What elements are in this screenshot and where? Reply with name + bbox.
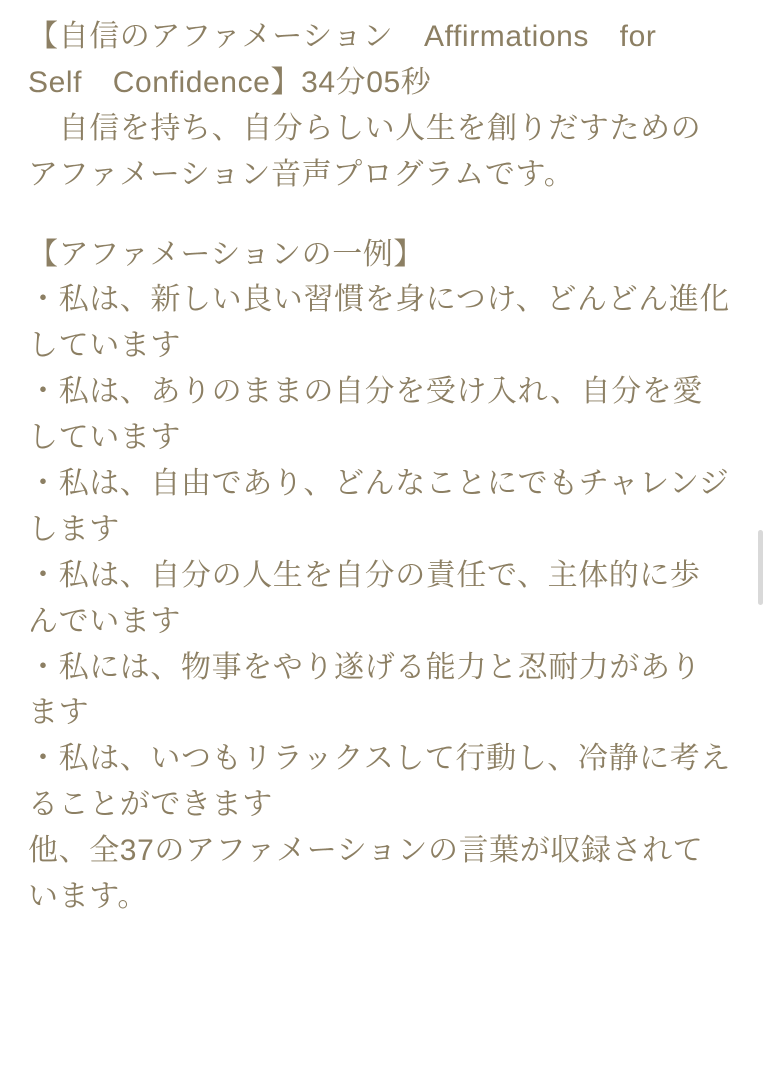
paragraph-spacer (28, 198, 731, 232)
scrollbar-thumb[interactable] (758, 530, 763, 605)
closing-note: 他、全37のアファメーションの言葉が収録されています。 (28, 834, 704, 914)
list-item: ・私には、物事をやり遂げる能力と忍耐力があります (28, 650, 702, 730)
document-body (28, 14, 731, 920)
scrollbar[interactable] (757, 0, 765, 1080)
list-item: ・私は、いつもリラックスして行動し、冷静に考えることができます (28, 742, 731, 822)
program-description: 自信を持ち、自分らしい人生を創りだすためのアファメーション音声プログラムです。 (28, 111, 702, 191)
list-item: ・私は、自分の人生を自分の責任で、主体的に歩んでいます (28, 558, 701, 638)
list-item: ・私は、ありのままの自分を受け入れ、自分を愛しています (28, 375, 703, 455)
examples-heading: 【アファメーションの一例】 (28, 237, 424, 271)
program-title: 【自信のアファメーション Affirmations for Self Confidence】34分05秒 (28, 20, 688, 99)
list-item: ・私は、自由であり、どんなことにでもチャレンジします (28, 467, 730, 546)
list-item: ・私は、新しい良い習慣を身につけ、どんどん進化しています (28, 283, 730, 363)
